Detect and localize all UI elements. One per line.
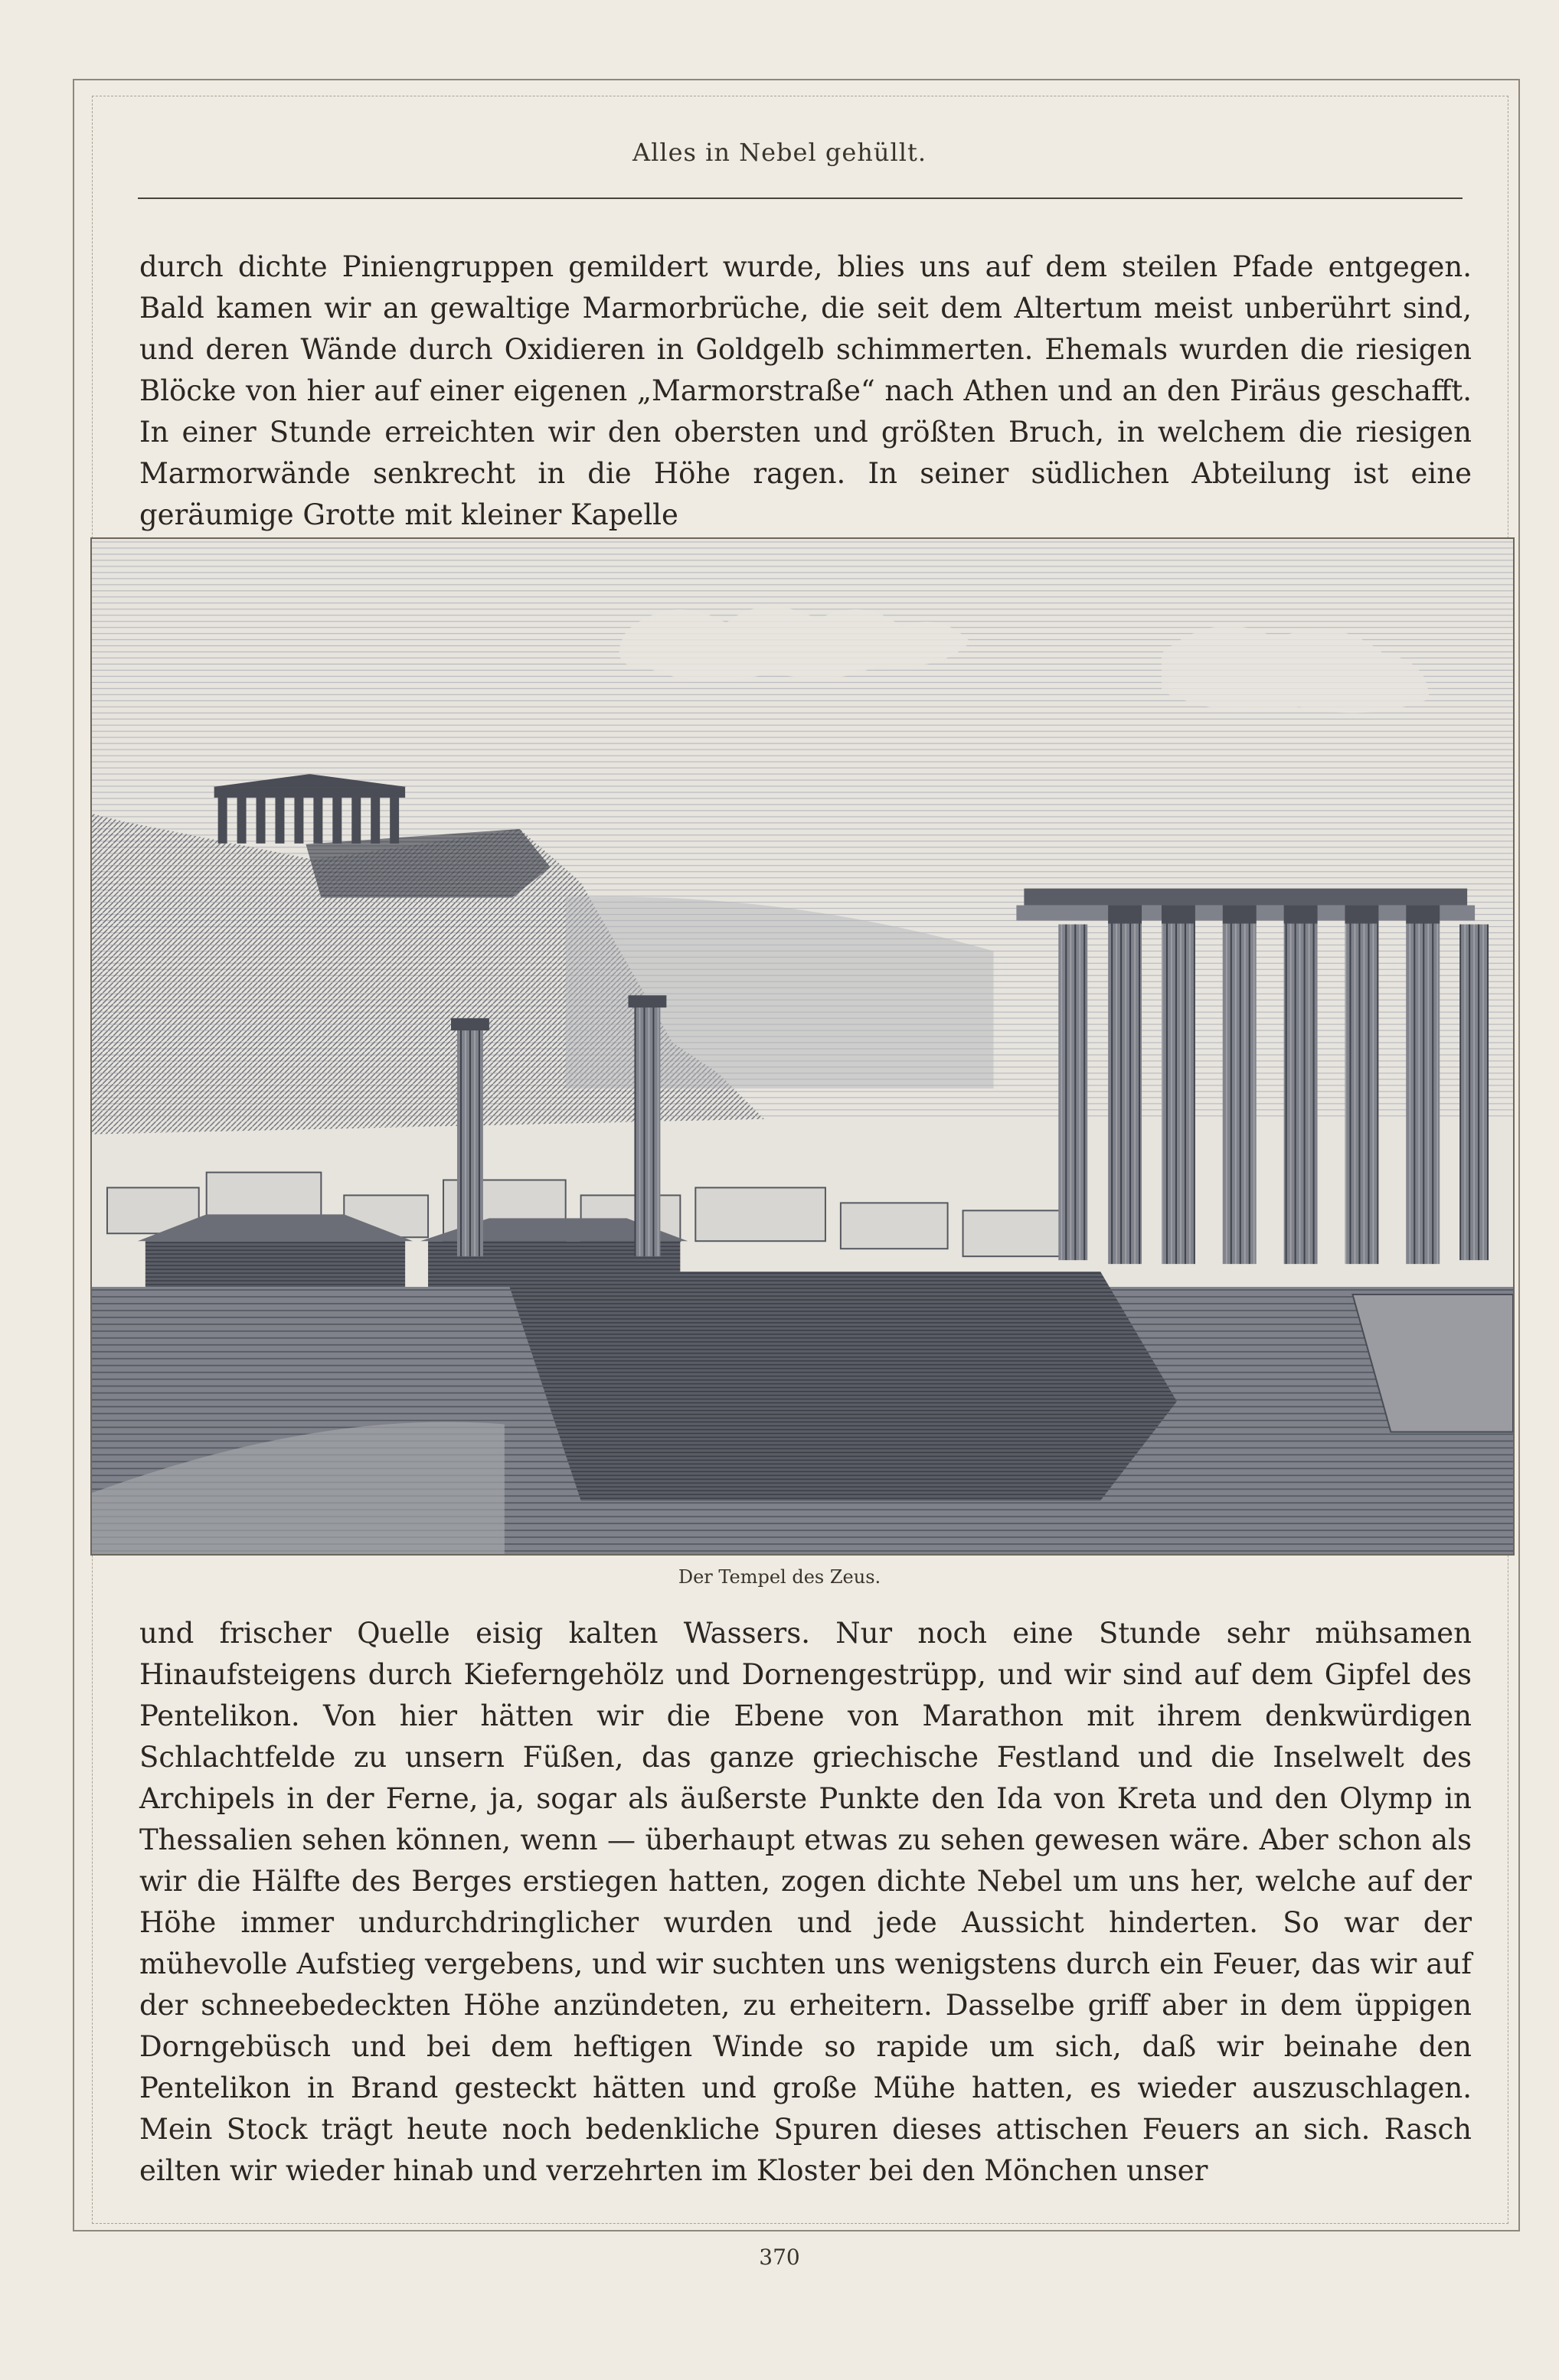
engraving-temple-of-zeus <box>90 537 1515 1556</box>
foundation-wall <box>505 1272 1177 1500</box>
paragraph: und frischer Quelle eisig kalten Wassers. Nur noch eine Stunde sehr mühsamen Hinaufsteigens durch Kieferngehölz und Dornengestrüpp, und wir sind auf dem Gipfel des Pentelikon. Von hier hätten wir die Ebene von Marathon mit ihrem denkwürdigen Schlachtfelde zu unsern Füßen, das ganze griechische Festland und die Inselwelt des Archipels in der Ferne, ja, sogar als äußerste Punkte den Ida von Kreta und den Olymp in Thessalien sehen können, wenn — überhaupt etwas zu sehen gewesen wäre. Aber schon als wir die Hälfte des Berges erstiegen hatten, zogen dichte Nebel um uns her, welche auf der Höhe immer undurchdringlicher wurden und jede Aussicht hinderten. So war der mühevolle Aufstieg vergebens, und wir suchten uns wenigstens durch ein Feuer, das wir auf der schneebedeckten Höhe anzündeten, zu erheitern. Dasselbe griff aber in dem üppigen Dorngebüsch und bei dem heftigen Winde so rapide um sich, daß wir beinahe den Pentelikon in Brand gesteckt hätten und große Mühe hatten, es wieder auszuschlagen. Mein Stock trägt heute noch bedenkliche Spuren dieses attischen Feuers an sich. Rasch eilten wir wieder hinab und verzehrten im Kloster bei den Mönchen unser <box>139 1617 1472 2187</box>
page-number: 370 <box>759 2245 800 2270</box>
running-head: Alles in Nebel gehüllt. <box>632 138 927 167</box>
body-text-bottom <box>139 1613 1472 2192</box>
paragraph: durch dichte Piniengruppen gemildert wurde, blies uns auf dem steilen Pfade entgegen. Bald kamen wir an gewaltige Marmorbrüche, die seit dem Altertum meist unberührt sind, und deren Wände durch Oxidieren in Goldgelb schimmerten. Ehemals wurden die riesigen Blöcke von hier auf einer eigenen „Marmorstraße“ nach Athen und an den Piräus geschafft. In einer Stunde erreichten wir den obersten und größten Bruch, in welchem die riesigen Marmorwände senkrecht in die Höhe ragen. In seiner südlichen Abteilung ist eine geräumige Grotte mit kleiner Kapelle <box>139 250 1472 531</box>
figure-caption: Der Tempel des Zeus. <box>678 1566 881 1588</box>
body-text-top <box>139 246 1472 536</box>
temple-of-zeus-columns <box>1016 889 1489 1265</box>
head-rule <box>138 198 1463 199</box>
engraving-illustration <box>92 539 1513 1554</box>
